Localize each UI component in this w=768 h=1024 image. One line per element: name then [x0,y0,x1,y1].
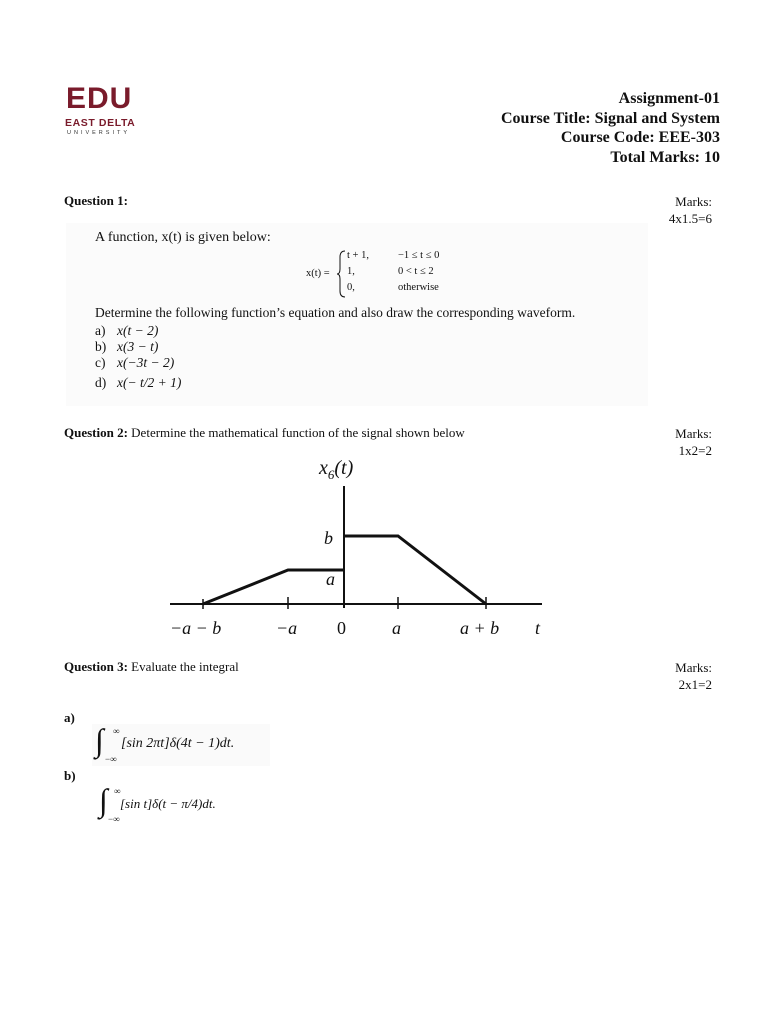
q2-signal-graph [160,452,560,644]
q2-graph-title: $x_6(t)$ [319,457,354,482]
q2-signal-left [203,570,344,604]
q3-marks-label: Marks: [675,660,712,675]
q1-problem-image [66,223,648,406]
total-marks: Total Marks: 10 [610,149,720,166]
q3-part-a-label: a) [64,710,75,725]
q1-case-cond-1: −1 ≤ t ≤ 0 [398,250,440,261]
assignment-title: Assignment-01 [618,90,720,107]
q1-part-d-label: d) [95,375,107,390]
q1-marks-label: Marks: [675,194,712,209]
q3-text: Evaluate the integral [131,659,239,674]
q3-marks-value: 2x1=2 [678,677,712,692]
q1-instruction: Determine the following function’s equation and also draw the corresponding waveform. [95,305,576,320]
q3-line [64,659,239,675]
logo-east-delta: EAST DELTA [65,117,136,129]
q2-line [64,425,465,441]
q2-marks [675,425,712,459]
q3-a-upper: ∞ [113,726,120,736]
q1-part-c-expr: x(−3t − 2) [117,355,175,370]
q2-marks-value: 1x2=2 [678,443,712,458]
q2-text: Determine the mathematical function of the signal shown below [131,425,465,440]
q3-a-integrand: [sin 2πt]δ(4t − 1)dt. [121,736,235,751]
integral-sign-icon: ∫ [99,782,108,818]
q2-marks-label: Marks: [675,426,712,441]
q1-marks-value: 4x1.5=6 [668,211,712,226]
q1-case-cond-3: otherwise [398,282,439,293]
q2-x-label: −a − b [170,618,222,638]
q1-intro: A function, x(t) is given below: [95,230,271,245]
q1-part-a-expr: x(t − 2) [117,323,159,338]
q3-b-integrand: [sin t]δ(t − π/4)dt. [120,796,216,811]
course-title: Course Title: Signal and System [501,110,720,127]
q1-part-b-expr: x(3 − t) [117,339,159,354]
q3-part-b-label: b) [64,768,76,783]
q3-part-b-integral [96,784,256,826]
q3-a-lower: −∞ [105,754,117,764]
q2-x-label: a [392,618,401,638]
q2-x-label: t [535,618,541,638]
q1-label: Question 1: [64,193,128,208]
q2-x-label: a + b [460,618,500,638]
q1-case-expr-2: 1, [347,266,355,277]
logo-edu: EDU [66,82,133,115]
q2-x-label: −a [276,618,298,638]
q2-label: Question 2: [64,425,128,440]
q3-part-a-integral [92,724,270,766]
logo-university: UNIVERSITY [67,130,131,136]
q1-func-lhs: x(t) = [306,268,330,279]
q1-part-b-label: b) [95,339,107,354]
q2-x-label: 0 [337,618,346,638]
q1-case-expr-3: 0, [347,282,355,293]
q2-y-label-a: a [326,569,335,589]
q1-brace [337,249,347,299]
q3-b-upper: ∞ [114,786,121,796]
course-code: Course Code: EEE-303 [560,129,720,146]
integral-sign-icon: ∫ [95,722,104,758]
q1-part-d-expr: x(− t/2 + 1) [117,375,182,390]
q1-part-a-label: a) [95,323,106,338]
q3-marks [675,659,712,693]
q1-case-expr-1: t + 1, [347,250,369,261]
q1-case-cond-2: 0 < t ≤ 2 [398,266,434,277]
q2-y-label-b: b [324,528,333,548]
q3-b-lower: −∞ [108,814,120,824]
q3-label: Question 3: [64,659,128,674]
q1-marks [669,193,712,227]
q1-part-c-label: c) [95,355,106,370]
q2-signal-right [344,536,486,604]
